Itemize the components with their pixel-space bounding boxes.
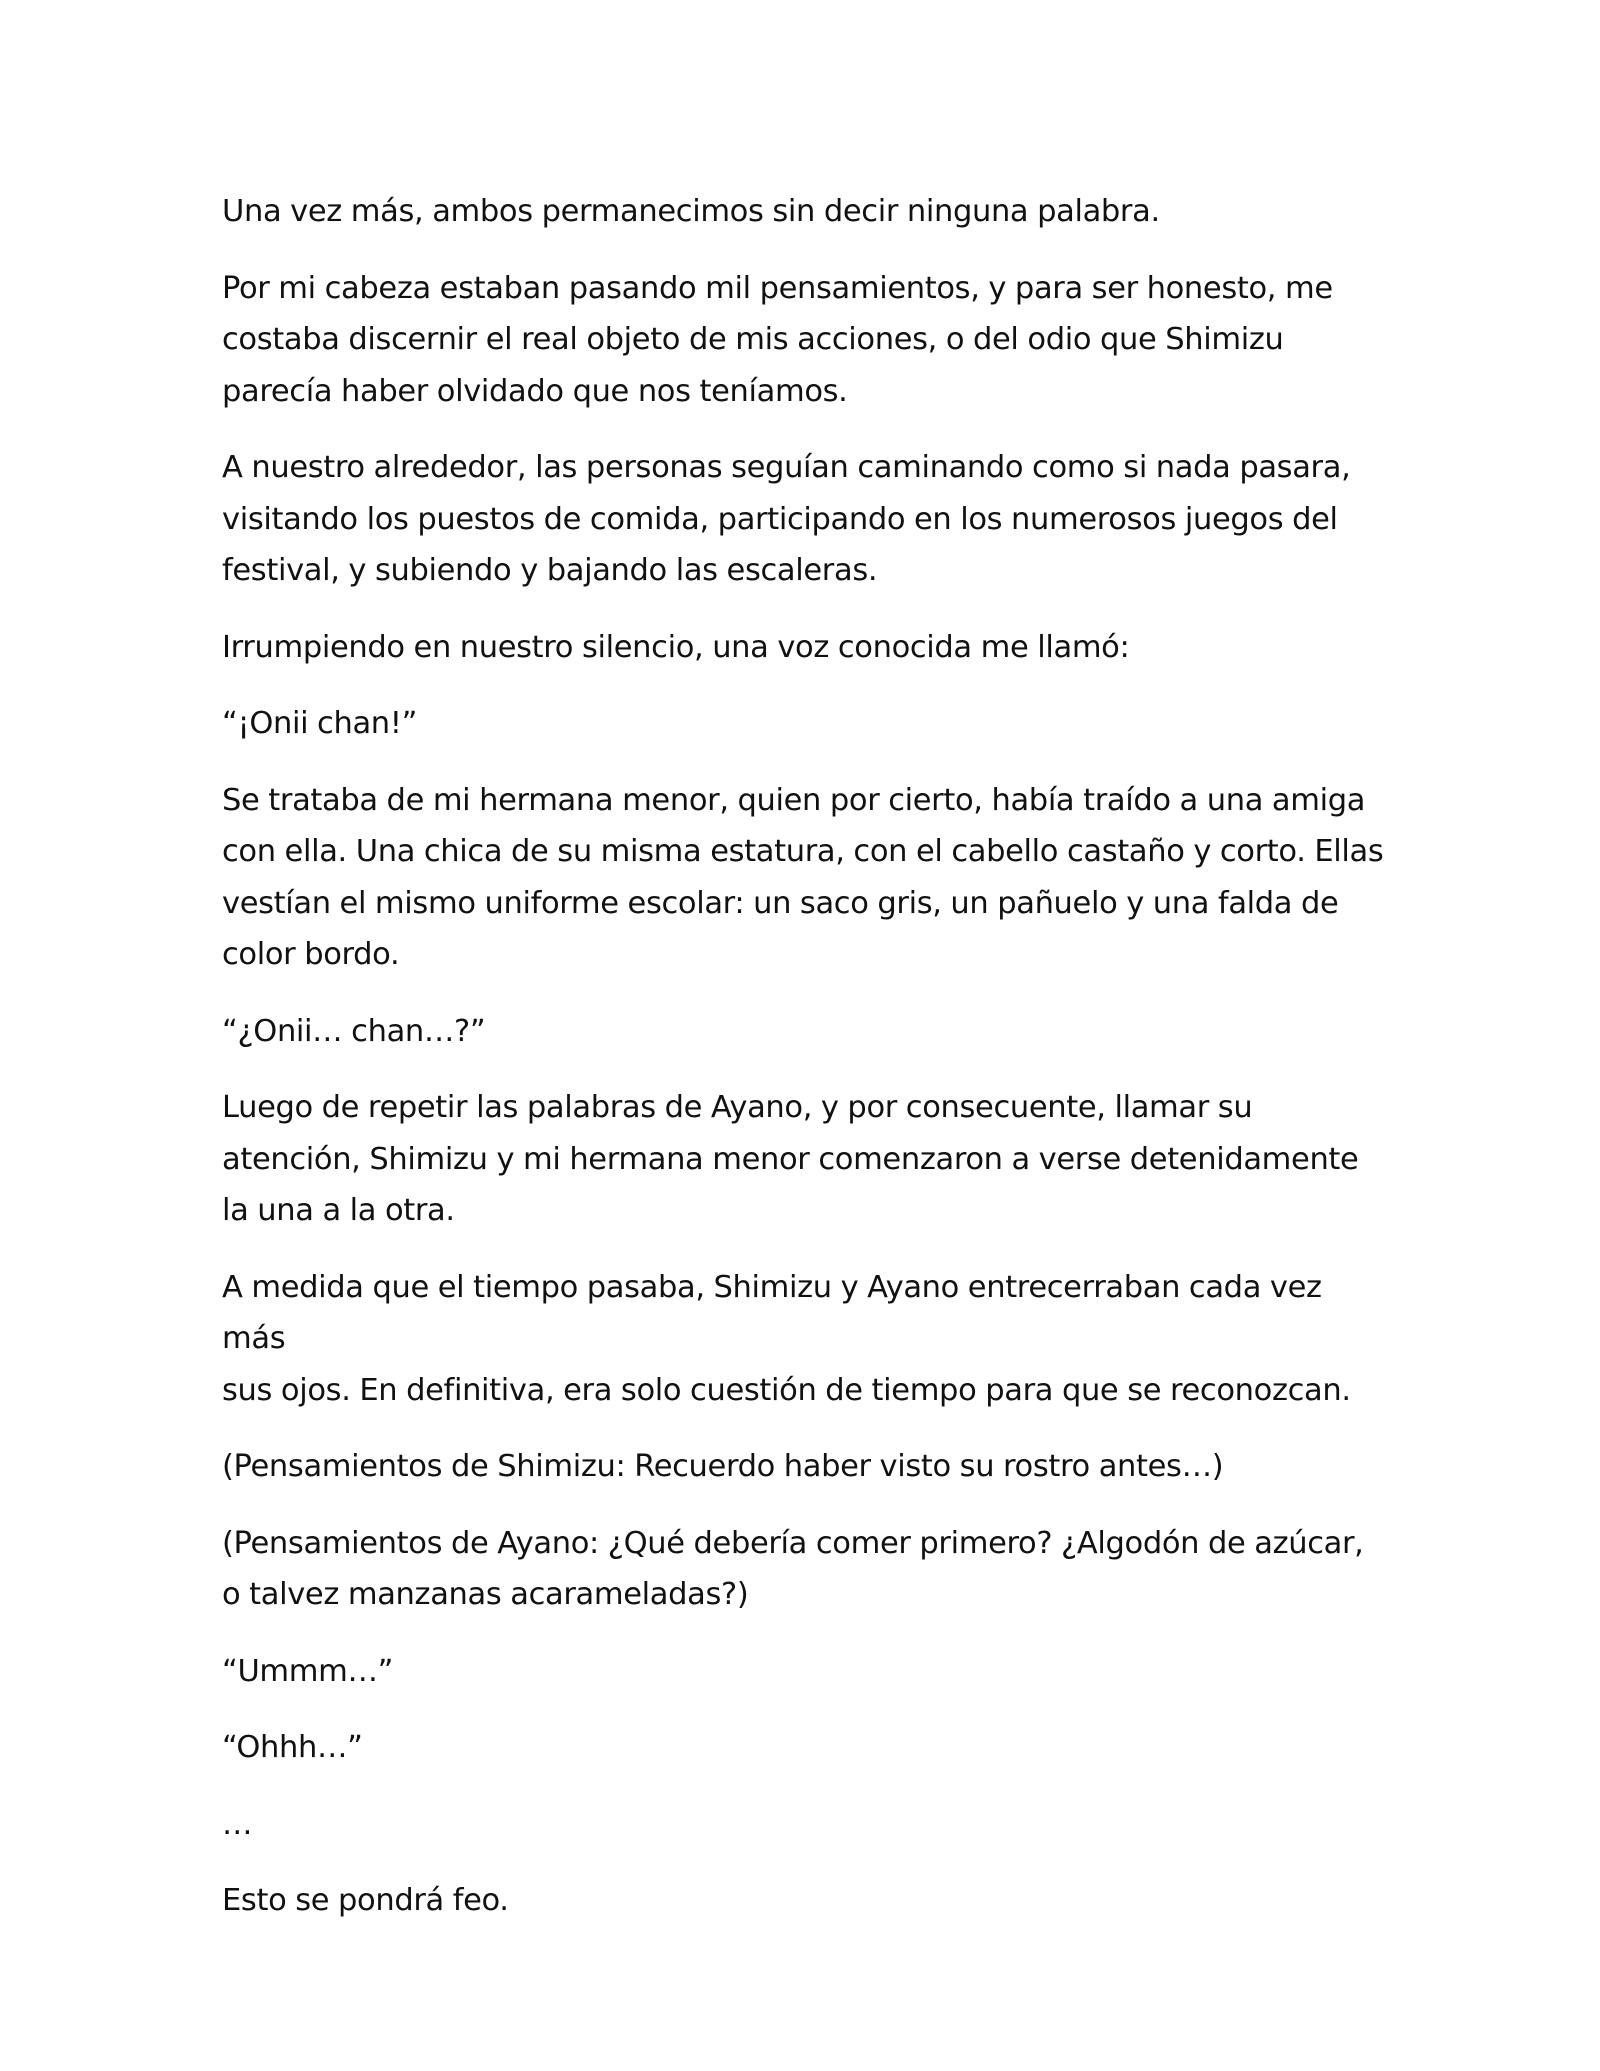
- document-page: [222, 186, 1390, 1952]
- paragraph-5: “¡Onii chan!”: [222, 706, 418, 741]
- paragraph-4: Irrumpiendo en nuestro silencio, una voz conocida me llamó:: [222, 629, 1130, 665]
- paragraph-14: …: [222, 1806, 253, 1842]
- paragraph-12: “Ummm…”: [222, 1653, 394, 1689]
- paragraph-2: Por mi cabeza estaban pasando mil pensamientos, y para ser honesto, me costaba discernir el real objeto de mis acciones, o del odio que Shimizu parecía haber olvidado que nos teníamos.: [222, 270, 1333, 409]
- paragraph-9: A medida que el tiempo pasaba, Shimizu y Ayano entrecerraban cada vez más sus ojos. En definitiva, era solo cuestión de tiempo para que se reconozcan.: [222, 1269, 1351, 1408]
- paragraph-1: Una vez más, ambos permanecimos sin decir ninguna palabra.: [222, 194, 1160, 229]
- paragraph-8: Luego de repetir las palabras de Ayano, y por consecuente, llamar su atención, Shimizu y mi hermana menor comenzaron a verse detenidamente la una a la otra.: [222, 1090, 1359, 1228]
- paragraph-13: “Ohhh…”: [222, 1730, 363, 1765]
- paragraph-10: (Pensamientos de Shimizu: Recuerdo haber visto su rostro antes…): [222, 1449, 1224, 1484]
- paragraph-6: Se trataba de mi hermana menor, quien por cierto, había traído a una amiga con ella. Una chica de su misma estatura, con el cabello castaño y corto. Ellas vestían el mismo uniforme escolar: un saco gris, un pañuelo y una falda de color bordo.: [222, 782, 1384, 972]
- paragraph-15: Esto se pondrá feo.: [222, 1883, 509, 1918]
- paragraph-7: “¿Onii… chan…?”: [222, 1013, 486, 1049]
- paragraph-11: (Pensamientos de Ayano: ¿Qué debería comer primero? ¿Algodón de azúcar, o talvez manzanas acarameladas?): [222, 1525, 1364, 1612]
- paragraph-3: A nuestro alrededor, las personas seguían caminando como si nada pasara, visitando los puestos de comida, participando en los numerosos juegos del festival, y subiendo y bajando las escaleras.: [222, 450, 1351, 588]
